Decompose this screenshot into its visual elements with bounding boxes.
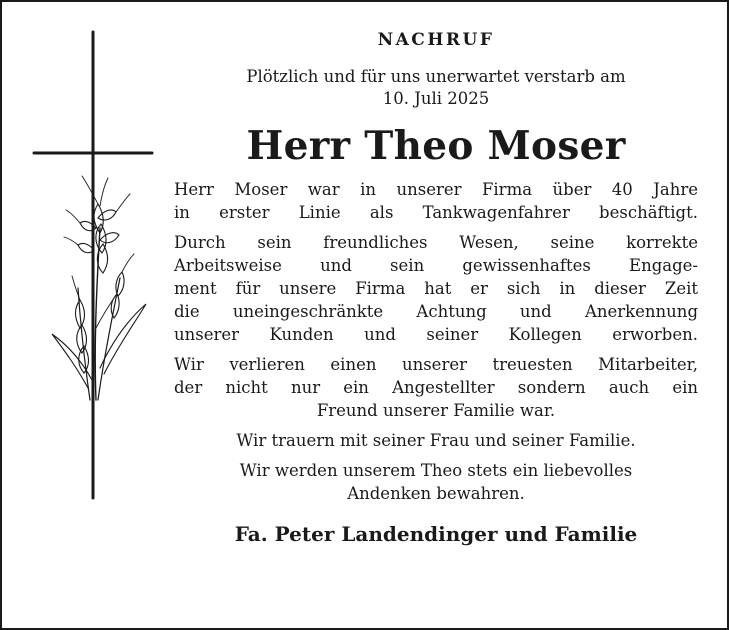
intro-line: Plötzlich und für uns unerwartet verstarb am (246, 67, 626, 86)
text-line: ment für unsere Firma hat er sich in dieser Zeit (174, 279, 698, 298)
paragraph-remembrance (174, 459, 698, 505)
text-line: Wir werden unserem Theo stets ein liebevolles (239, 461, 633, 480)
text-line: unserer Kunden und seiner Kollegen erworben. (174, 325, 698, 344)
text-line: Herr Moser war in unserer Firma über 40 Jahre (174, 180, 698, 199)
text-line: in erster Linie als Tankwagenfahrer beschäftigt. (174, 203, 698, 222)
intro-text (174, 66, 698, 110)
text-line: der nicht nur ein Angestellter sondern auch ein (174, 378, 698, 397)
text-line: Wir verlieren einen unserer treuesten Mitarbeiter, (174, 355, 698, 374)
death-date: 10. Juli 2025 (382, 89, 490, 108)
paragraph-employment (174, 178, 698, 224)
notice-text (174, 2, 698, 547)
text-line: Andenken bewahren. (347, 484, 525, 503)
notice-heading: NACHRUF (377, 30, 495, 50)
signature: Fa. Peter Landendinger und Familie (234, 522, 638, 546)
paragraph-mourning (174, 429, 698, 452)
text-line: die uneingeschränkte Achtung und Anerkennung (174, 302, 698, 321)
text-line: Wir trauern mit seiner Frau und seiner Familie. (236, 431, 636, 450)
text-line: Durch sein freundliches Wesen, seine korrekte (174, 233, 698, 252)
paragraph-loss (174, 353, 698, 422)
deceased-name: Herr Theo Moser (246, 123, 626, 169)
paragraph-character (174, 231, 698, 346)
text-line: Arbeitsweise und sein gewissenhaftes Engage- (174, 256, 698, 275)
cross-with-wheat-icon (30, 28, 160, 500)
text-line: Freund unserer Familie war. (316, 401, 556, 420)
